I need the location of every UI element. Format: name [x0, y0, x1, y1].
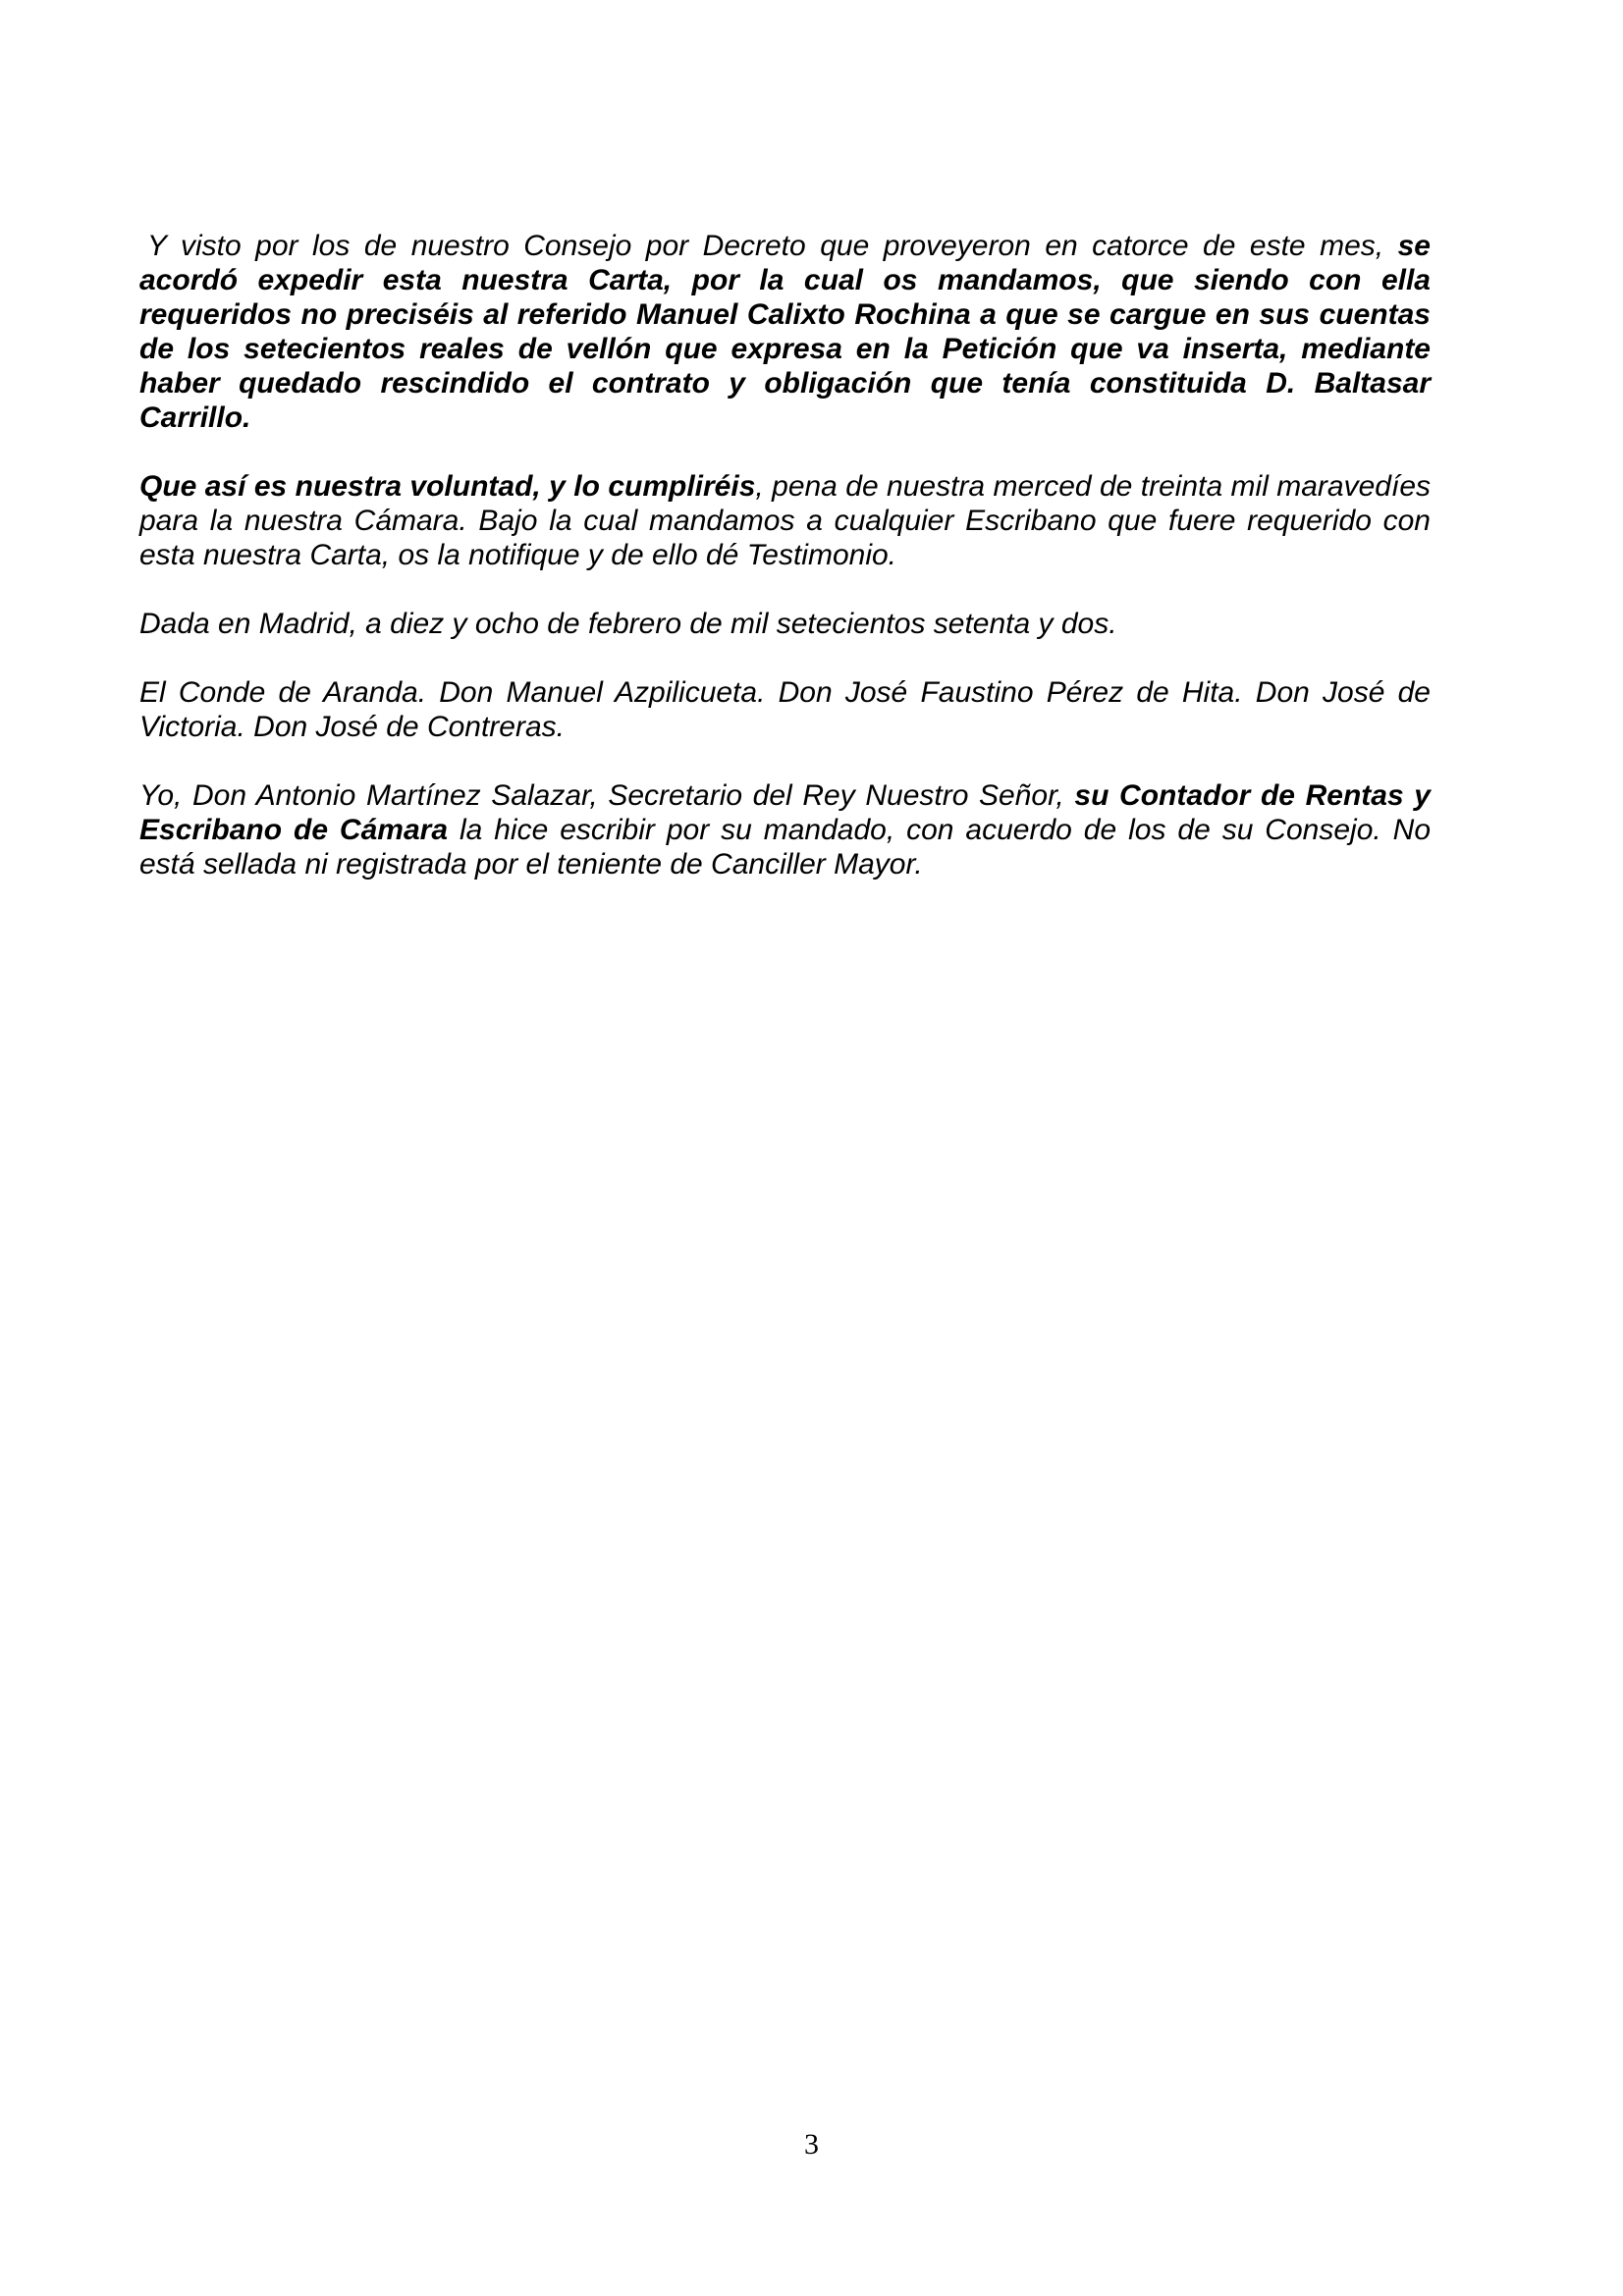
paragraph-dateline-text: Dada en Madrid, a diez y ocho de febrero de mil setecientos setenta y dos. — [139, 608, 1117, 640]
paragraph-secretary-closing: la hice escribir por su mandado, con acuerdo de los de su Consejo. No está sellada ni registrada por el teniente de Canciller Mayor. — [139, 814, 1432, 881]
paragraph-secretary — [139, 778, 1431, 881]
document-body — [139, 229, 1431, 916]
paragraph-decree-intro: Y visto por los de nuestro Consejo por Decreto que proveyeron en catorce de este mes, — [147, 230, 1398, 262]
paragraph-dateline — [139, 607, 1431, 641]
paragraph-signatories-text: El Conde de Aranda. Don Manuel Azpilicueta. Don José Faustino Pérez de Hita. Don José de Victoria. Don José de Contreras. — [139, 676, 1431, 743]
paragraph-secretary-title: su Contador de Rentas y Escribano de Cámara — [139, 779, 1431, 846]
paragraph-will — [139, 469, 1431, 572]
paragraph-signatories — [139, 675, 1431, 744]
page-number: 3 — [804, 2128, 819, 2161]
paragraph-will-statement: Que así es nuestra voluntad, y lo cumpliréis — [139, 470, 756, 503]
paragraph-decree-order: se acordó expedir esta nuestra Carta, por la cual os mandamos, que siendo con ella requeridos no preciséis al referido Manuel Calixto Rochina a que se cargue en sus cuentas de los setecientos reales de vellón que expresa en la Petición que va inserta, mediante haber quedado rescindido el contrato y obligación que tenía constituida D. Baltasar Carrillo. — [139, 230, 1431, 434]
paragraph-decree — [139, 229, 1431, 435]
paragraph-secretary-intro: Yo, Don Antonio Martínez Salazar, Secretario del Rey Nuestro Señor, — [139, 779, 1075, 812]
paragraph-will-penalty: , pena de nuestra merced de treinta mil maravedíes para la nuestra Cámara. Bajo la cual mandamos a cualquier Escribano que fuere requerido con esta nuestra Carta, os la notifique y de ello dé Testimonio. — [139, 470, 1432, 571]
